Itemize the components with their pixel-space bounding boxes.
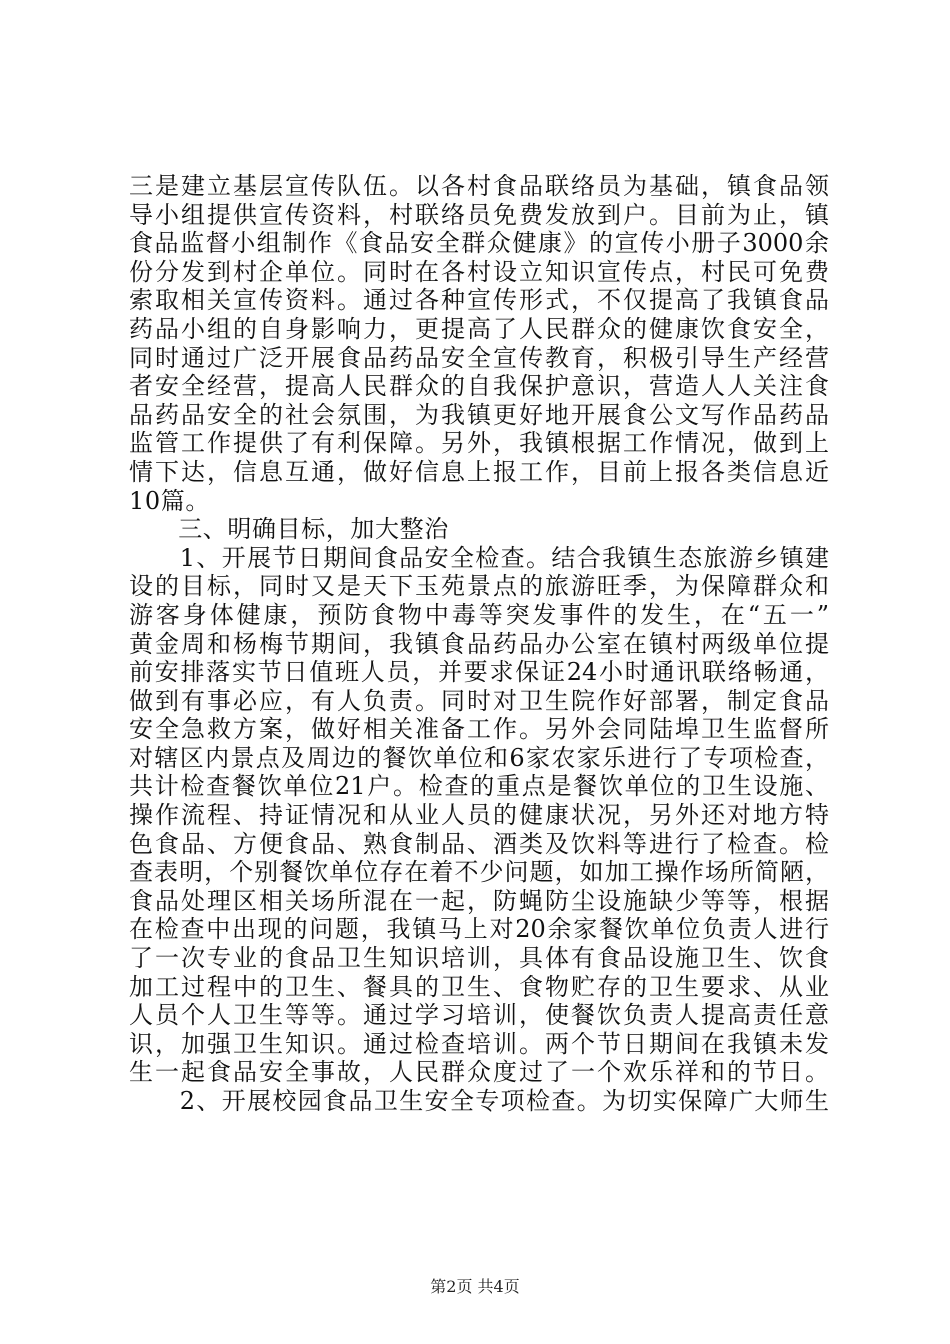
text-line: 药品小组的自身影响力，更提高了人民群众的健康饮食安全， <box>129 314 829 343</box>
text-line: 索取相关宣传资料。通过各种宣传形式，不仅提高了我镇食品 <box>129 286 829 315</box>
text-line: 1、开展节日期间食品安全检查。结合我镇生态旅游乡镇建 <box>129 543 829 572</box>
text-line: 三、明确目标，加大整治 <box>129 515 449 544</box>
page-footer: 第2页 共4页 <box>430 1277 520 1296</box>
text-line: 品药品安全的社会氛围，为我镇更好地开展食公文写作品药品 <box>129 400 829 429</box>
text-line: 三是建立基层宣传队伍。以各村食品联络员为基础，镇食品领 <box>129 172 829 200</box>
text-line: 了一次专业的食品卫生知识培训，具体有食品设施卫生、饮食 <box>129 944 829 973</box>
text-line: 同时通过广泛开展食品药品安全宣传教育，积极引导生产经营 <box>129 343 829 372</box>
text-line: 安全急救方案，做好相关准备工作。另外会同陆埠卫生监督所 <box>129 715 829 744</box>
text-line: 游客身体健康，预防食物中毒等突发事件的发生，在“五一” <box>129 600 829 629</box>
text-line: 对辖区内景点及周边的餐饮单位和6家农家乐进行了专项检查， <box>129 743 829 772</box>
text-line: 生一起食品安全事故，人民群众度过了一个欢乐祥和的节日。 <box>129 1058 829 1087</box>
text-line: 食品监督小组制作《食品安全群众健康》的宣传小册子3000余 <box>129 229 829 258</box>
text-line: 做到有事必应，有人负责。同时对卫生院作好部署，制定食品 <box>129 686 829 715</box>
text-line: 设的目标，同时又是天下玉苑景点的旅游旺季，为保障群众和 <box>129 572 829 601</box>
text-line: 人员个人卫生等等。通过学习培训，使餐饮负责人提高责任意 <box>129 1001 829 1030</box>
text-line: 识，加强卫生知识。通过检查培训。两个节日期间在我镇未发 <box>129 1029 829 1058</box>
text-line: 操作流程、持证情况和从业人员的健康状况，另外还对地方特 <box>129 801 829 830</box>
text-line: 加工过程中的卫生、餐具的卫生、食物贮存的卫生要求、从业 <box>129 972 829 1001</box>
document-body <box>129 172 829 1116</box>
text-line: 情下达，信息互通，做好信息上报工作，目前上报各类信息近 <box>129 457 829 486</box>
text-line: 监管工作提供了有利保障。另外，我镇根据工作情况，做到上 <box>129 429 829 458</box>
text-line: 黄金周和杨梅节期间，我镇食品药品办公室在镇村两级单位提 <box>129 629 829 658</box>
text-line: 查表明，个别餐饮单位存在着不少问题，如加工操作场所简陋， <box>129 858 829 887</box>
text-line: 者安全经营，提高人民群众的自我保护意识，营造人人关注食 <box>129 372 829 401</box>
text-line: 共计检查餐饮单位21户。检查的重点是餐饮单位的卫生设施、 <box>129 772 829 801</box>
text-line: 在检查中出现的问题，我镇马上对20余家餐饮单位负责人进行 <box>129 915 829 944</box>
text-line: 色食品、方便食品、熟食制品、酒类及饮料等进行了检查。检 <box>129 829 829 858</box>
text-line: 10篇。 <box>129 486 210 515</box>
text-line: 导小组提供宣传资料，村联络员免费发放到户。目前为止，镇 <box>129 200 829 229</box>
text-line: 份分发到村企单位。同时在各村设立知识宣传点，村民可免费 <box>129 257 829 286</box>
text-line: 前安排落实节日值班人员，并要求保证24小时通讯联络畅通， <box>129 658 829 687</box>
text-line: 食品处理区相关场所混在一起，防蝇防尘设施缺少等等，根据 <box>129 886 829 915</box>
text-line: 2、开展校园食品卫生安全专项检查。为切实保障广大师生 <box>129 1087 829 1115</box>
